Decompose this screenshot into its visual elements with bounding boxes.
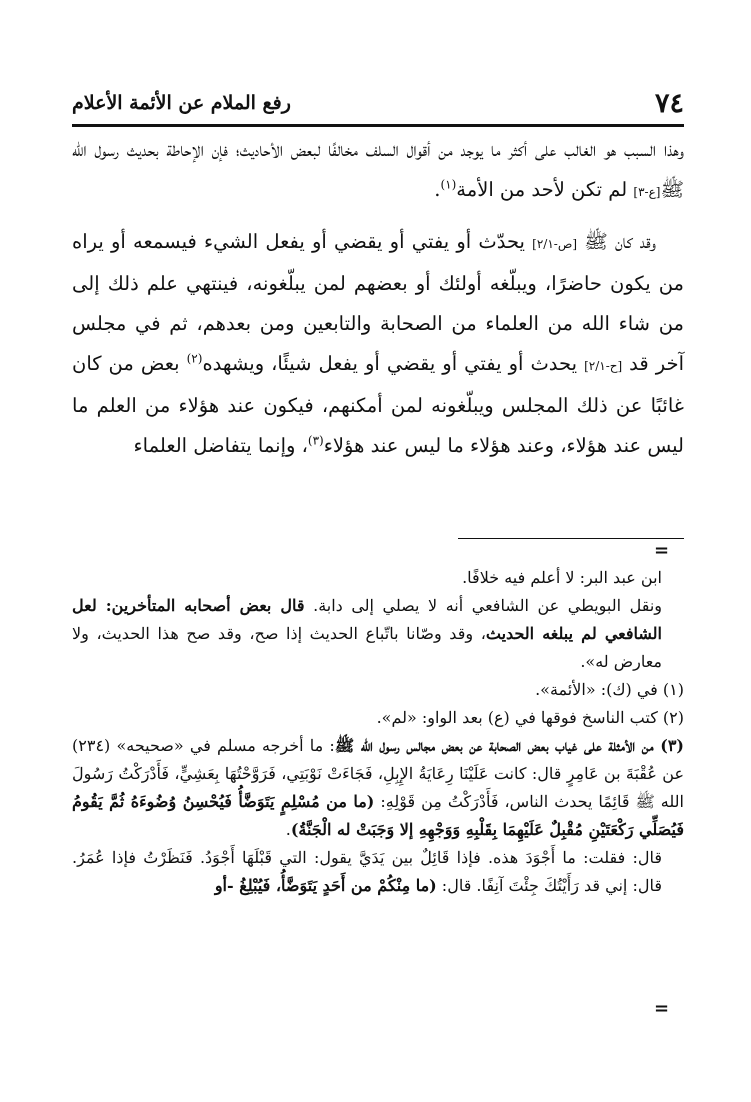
paragraph-2-a: وقد كان ﷺ: [577, 230, 656, 253]
paragraph-1-text-2: لم تكن لأحد من الأمة: [456, 178, 634, 201]
paragraph-1-text: وهذا السبب هو الغالب على أكثر ما يوجد من أقوال السلف مخالفًا لبعض الأحاديث؛ فإن الإحاطة بحديث رسول الله ﷺ: [72, 138, 684, 201]
paragraph-2-d: بعض من كان غائبًا عن ذلك المجلس ويبلّغونه لمن أمكنهم، فيكون عند هؤلاء من العلم ما ليس عند هؤلاء، وعند هؤلاء ما ليس عند هؤلاء: [72, 352, 684, 457]
footnote-3-heading: (٣) من الأمثلة على غياب بعض الصحابة عن بعض مجالس رسول الله ﷺ: [334, 736, 684, 755]
footnotes: [72, 564, 684, 900]
footnote-3-continued: [72, 844, 684, 900]
footnote-cont-line2: [72, 592, 684, 676]
paragraph-2: [72, 222, 684, 466]
footnote-3-hadith-2: (ما مِنْكُمْ من أَحَدٍ يَتَوَضَّأُ، فَيُبْلِغُ -أو: [214, 876, 437, 895]
paragraph-2-b: يحدّث أو يفتي أو يقضي أو يفعل الشيء فيسمعه أو يراه من يكون حاضرًا، ويبلّغه أولئك أو بعضهم لمن يبلّغونه، فينتهي علم ذلك إلى من شاء الله من العلماء من الصحابة والتابعين ومن بعدهم، ثم في مجلس آخر قد: [72, 230, 684, 375]
paragraph-1: [72, 130, 684, 212]
footnote-cont-line2-c: ، وقد وصّانا باتّباع الحديث إذا صح، وقد صح هذا الحديث، ولا معارض له».: [72, 624, 662, 671]
footnote-2: (٢) كتب الناسخ فوقها في (ع) بعد الواو: «لم».: [376, 708, 684, 727]
footnote-3-text-2: قال: فقلت: ما أَجْوَدَ هذه. فإذا قَائِلٌ بين يَدَيَّ يقول: التي قَبْلَهَا أَجْوَدُ. فَنَظَرْتُ فإذا عُمَرُ. قال: إني قد رَأَيْتُكَ جِئْتَ آنِفًا. قال:: [72, 848, 662, 895]
footnote-cont-line2-a: ونقل البويطي عن الشافعي أنه لا يصلي إلى دابة.: [304, 596, 663, 615]
manuscript-ref-3: [ح-٢/١]: [584, 359, 623, 373]
footnote-ref-2: (٢): [186, 351, 203, 366]
footnote-1: (١) في (ك): «الأئمة».: [535, 680, 684, 699]
footnote-rule: [458, 538, 684, 539]
footnote-3-hadith: (ما من مُسْلِمٍ يَتَوَضَّأُ فَيُحْسِنُ وُضُوءَهُ ثُمَّ يَقُومُ فَيُصَلِّي رَكْعَتَيْنِ مُقْبِلٌ عَلَيْهِمَا بِقَلْبِهِ وَوَجْهِهِ إلا وَجَبَتْ له الْجَنَّةُ): [72, 792, 684, 839]
paragraph-2-e: ، وإنما يتفاضل العلماء: [133, 434, 308, 457]
paragraph-1-end: .: [434, 178, 441, 201]
running-title: رفع الملام عن الأئمة الأعلام: [72, 92, 291, 114]
footnote-ref-3: (٣): [307, 433, 324, 448]
footnote-3-text: : ما أخرجه مسلم في «صحيحه» (٢٣٤) عن عُقْبَةَ بن عَامِرٍ قال: كانت عَلَيْنَا رِعَايَةُ الإِبِلِ، فَجَاءَتْ نَوْبَتِي، فَرَوَّحْتُهَا بِعَشِيٍّ، فَأَدْرَكْتُ رَسُولَ الله ﷺ قَائِمًا يحدث الناس، فَأَدْرَكْتُ مِن قَوْلِهِ:: [72, 736, 685, 811]
continuation-marker-bottom: =: [654, 998, 670, 1019]
paragraph-2-c: يحدث أو يفتي أو يقضي أو يفعل شيئًا، ويشهده: [202, 352, 585, 375]
manuscript-ref-2: [ص-٢/١]: [532, 237, 578, 251]
footnote-3-dot: .: [285, 820, 291, 839]
main-text: [72, 130, 684, 466]
footnote-ref-1: (١): [440, 177, 457, 192]
footnote-cont-line1: ابن عبد البر: لا أعلم فيه خلافًا.: [462, 568, 662, 587]
continuation-marker-top: =: [654, 540, 670, 561]
page-header: [72, 84, 684, 122]
page-number: ٧٤: [654, 87, 684, 119]
manuscript-ref: [ع-٣]: [633, 185, 661, 199]
footnote-3: [72, 732, 684, 844]
header-rule: [72, 124, 684, 127]
footnote-cont-line2-bold: قال بعض أصحابه المتأخرين: لعل الشافعي لم يبلغه الحديث: [72, 596, 662, 643]
